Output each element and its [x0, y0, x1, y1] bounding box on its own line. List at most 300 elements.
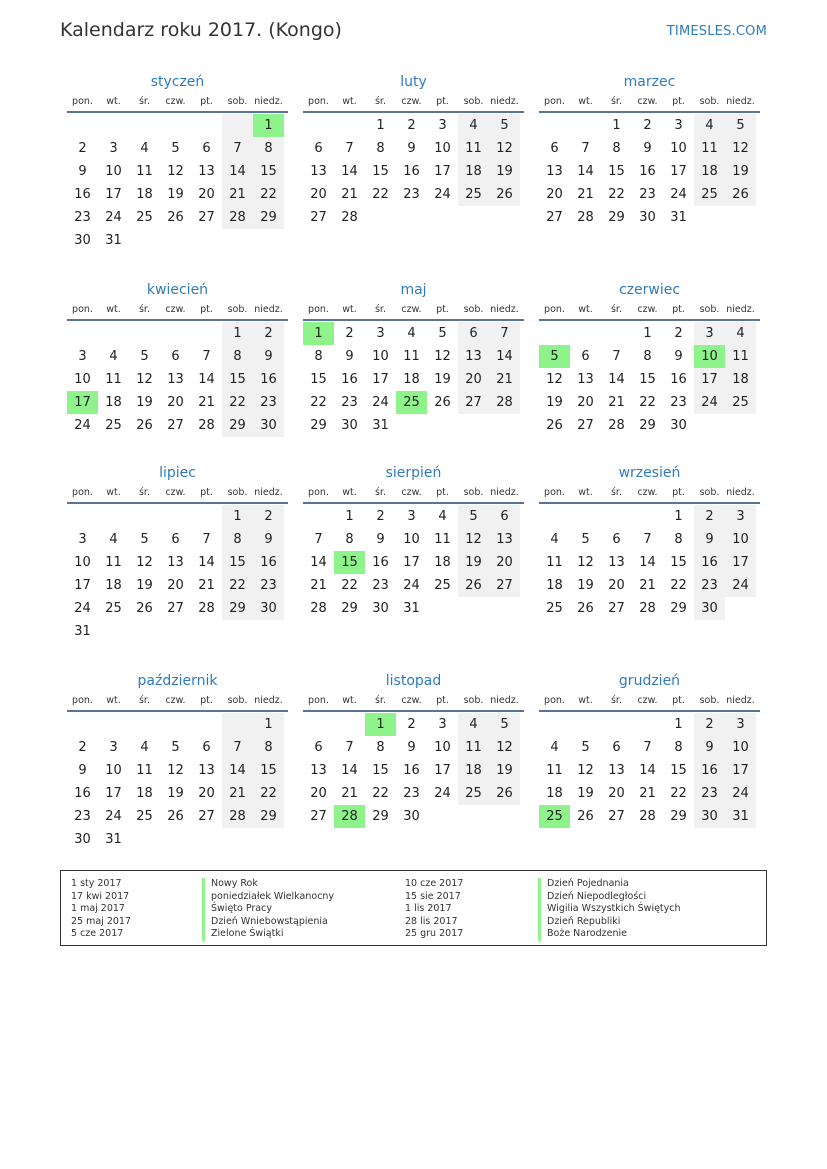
day-cell: 20 [310, 187, 327, 202]
day-cell: 13 [577, 372, 594, 387]
weekday-label: czw. [637, 487, 658, 498]
weekday-label: sob. [227, 96, 248, 107]
day-cell: 21 [198, 395, 215, 410]
weekday-label: sob. [699, 96, 720, 107]
day-cell: 4 [109, 532, 118, 547]
day-cell: 15 [639, 372, 656, 387]
day-cell: 25 [105, 601, 122, 616]
day-cell: 14 [608, 372, 625, 387]
day-cell: 27 [608, 601, 625, 616]
empty-cell [303, 713, 334, 736]
weekday-label: pt. [672, 487, 685, 498]
day-cell: 27 [198, 809, 215, 824]
day-cell: 19 [546, 395, 563, 410]
day-cell: 19 [136, 395, 153, 410]
empty-cell [67, 322, 98, 345]
legend-date: 10 cze 2017 [405, 878, 464, 889]
day-cell: 5 [489, 713, 520, 736]
day-cell: 10 [74, 555, 91, 570]
day-cell: 17 [105, 187, 122, 202]
day-cell: 28 [198, 601, 215, 616]
day-cell: 30 [74, 832, 91, 847]
weekday-label: pt. [672, 304, 685, 315]
month-name: grudzień [618, 673, 681, 689]
day-cell: 29 [670, 809, 687, 824]
weekday-label: niedz. [726, 695, 755, 706]
day-cell: 27 [489, 574, 520, 597]
day-cell: 25 [434, 578, 451, 593]
empty-cell [160, 505, 191, 528]
day-cell: 23 [639, 187, 656, 202]
day-cell: 7 [202, 349, 211, 364]
weekday-label: wt. [578, 304, 593, 315]
day-cell: 17 [434, 763, 451, 778]
weekday-label: śr. [138, 695, 150, 706]
weekday-header [303, 303, 524, 321]
weekday-label: pon. [72, 304, 93, 315]
weekday-label: czw. [401, 304, 422, 315]
day-cell: 7 [222, 137, 253, 160]
empty-cell [160, 713, 191, 736]
day-cell: 12 [136, 555, 153, 570]
page-title: Kalendarz roku 2017. (Kongo) [60, 19, 342, 41]
legend-date: 1 maj 2017 [71, 903, 125, 914]
day-cell: 21 [310, 578, 327, 593]
day-cell: 8 [345, 532, 354, 547]
day-cell: 28 [489, 391, 520, 414]
day-cell: 18 [694, 160, 725, 183]
day-cell: 20 [310, 786, 327, 801]
day-cell: 8 [253, 736, 284, 759]
day-cell: 2 [253, 322, 284, 345]
day-cell: 12 [546, 372, 563, 387]
weekday-header [67, 486, 288, 504]
weekday-header [539, 694, 760, 712]
weekday-label: pon. [544, 487, 565, 498]
day-cell: 25 [136, 210, 153, 225]
day-cell: 23 [341, 395, 358, 410]
legend-holiday-name: Wigilia Wszystkich Świętych [538, 903, 681, 916]
weekday-label: sob. [463, 695, 484, 706]
weekday-label: śr. [374, 487, 386, 498]
weekday-label: wt. [578, 96, 593, 107]
day-cell: 14 [310, 555, 327, 570]
day-cell: 17 [74, 578, 91, 593]
day-cell: 20 [608, 578, 625, 593]
day-cell: 20 [167, 395, 184, 410]
empty-cell [98, 713, 129, 736]
day-cell: 3 [109, 740, 118, 755]
day-cell: 25 [546, 601, 563, 616]
day-cell: 3 [109, 141, 118, 156]
day-cell: 30 [694, 597, 725, 620]
day-cell: 6 [489, 505, 520, 528]
day-cell: 19 [167, 786, 184, 801]
day-cell: 26 [546, 418, 563, 433]
day-cell: 6 [581, 349, 590, 364]
day-cell: 2 [674, 326, 683, 341]
month-name: październik [137, 673, 218, 689]
day-cell: 5 [171, 740, 180, 755]
weekday-header [539, 303, 760, 321]
weekday-label: pt. [200, 695, 213, 706]
weekday-label: niedz. [490, 304, 519, 315]
day-cell: 22 [608, 187, 625, 202]
day-cell: 18 [725, 368, 756, 391]
weekday-label: pon. [544, 695, 565, 706]
empty-cell [539, 713, 570, 736]
weekday-label: sob. [227, 695, 248, 706]
weekday-label: wt. [342, 487, 357, 498]
day-cell: 19 [489, 160, 520, 183]
day-cell: 2 [407, 717, 416, 732]
day-cell: 19 [577, 786, 594, 801]
weekday-header [303, 95, 524, 113]
day-cell: 26 [577, 809, 594, 824]
empty-cell [98, 322, 129, 345]
day-cell: 3 [694, 322, 725, 345]
day-cell: 1 [376, 118, 385, 133]
day-cell: 19 [136, 578, 153, 593]
month-name: wrzesień [618, 465, 681, 481]
day-cell: 20 [489, 551, 520, 574]
day-cell: 6 [612, 740, 621, 755]
day-cell: 18 [546, 578, 563, 593]
weekday-label: niedz. [254, 695, 283, 706]
day-cell: 11 [136, 763, 153, 778]
weekday-label: czw. [401, 96, 422, 107]
day-cell: 27 [167, 601, 184, 616]
day-cell: 22 [341, 578, 358, 593]
day-cell: 18 [546, 786, 563, 801]
day-cell: 23 [74, 210, 91, 225]
day-cell: 22 [253, 782, 284, 805]
day-cell: 24 [694, 391, 725, 414]
weekday-label: pon. [544, 96, 565, 107]
month-name: marzec [623, 74, 676, 90]
day-cell: 18 [105, 395, 122, 410]
day-cell: 19 [577, 578, 594, 593]
empty-cell [191, 322, 222, 345]
day-cell: 5 [581, 740, 590, 755]
empty-cell [191, 114, 222, 137]
day-cell: 27 [608, 809, 625, 824]
day-cell: 15 [222, 368, 253, 391]
empty-cell [67, 713, 98, 736]
day-cell: 14 [639, 555, 656, 570]
empty-cell [601, 505, 632, 528]
empty-cell [191, 505, 222, 528]
day-cell: 21 [489, 368, 520, 391]
day-cell: 31 [74, 624, 91, 639]
day-cell: 3 [438, 118, 447, 133]
day-cell: 9 [376, 532, 385, 547]
day-cell: 1 [612, 118, 621, 133]
empty-cell [570, 713, 601, 736]
day-cell: 15 [253, 759, 284, 782]
day-cell: 4 [140, 740, 149, 755]
weekday-label: pt. [436, 487, 449, 498]
day-cell: 11 [105, 555, 122, 570]
empty-cell [539, 114, 570, 137]
legend-holiday-name: Zielone Świątki [202, 928, 283, 941]
weekday-label: pon. [308, 96, 329, 107]
day-cell: 29 [253, 805, 284, 828]
day-cell: 16 [403, 763, 420, 778]
day-cell: 15 [670, 763, 687, 778]
weekday-label: wt. [106, 487, 121, 498]
empty-cell [129, 713, 160, 736]
day-cell: 9 [674, 349, 683, 364]
month-block [67, 672, 288, 851]
day-cell: 31 [403, 601, 420, 616]
day-cell: 1 [674, 509, 683, 524]
day-cell: 25 [136, 809, 153, 824]
empty-cell [601, 713, 632, 736]
day-cell: 2 [643, 118, 652, 133]
day-cell: 3 [725, 713, 756, 736]
day-cell: 17 [105, 786, 122, 801]
holiday-day-cell: 5 [539, 345, 570, 368]
day-cell: 22 [670, 578, 687, 593]
day-cell: 15 [372, 164, 389, 179]
weekday-header [67, 95, 288, 113]
day-cell: 4 [407, 326, 416, 341]
day-cell: 14 [222, 160, 253, 183]
weekday-label: pt. [436, 96, 449, 107]
day-cell: 7 [612, 349, 621, 364]
day-cell: 11 [458, 736, 489, 759]
weekday-label: śr. [374, 695, 386, 706]
day-cell: 7 [643, 532, 652, 547]
day-cell: 5 [581, 532, 590, 547]
day-cell: 2 [407, 118, 416, 133]
empty-cell [67, 505, 98, 528]
day-cell: 10 [725, 528, 756, 551]
day-cell: 23 [372, 578, 389, 593]
weekday-label: czw. [637, 96, 658, 107]
legend-holiday-name: poniedziałek Wielkanocny [202, 891, 334, 904]
day-cell: 7 [345, 740, 354, 755]
day-cell: 31 [105, 233, 122, 248]
weekday-label: wt. [578, 487, 593, 498]
day-cell: 5 [489, 114, 520, 137]
legend-date: 28 lis 2017 [405, 915, 458, 927]
weekday-label: czw. [165, 96, 186, 107]
day-cell: 3 [376, 326, 385, 341]
day-cell: 31 [105, 832, 122, 847]
day-cell: 14 [639, 763, 656, 778]
weekday-header [539, 486, 760, 504]
day-cell: 30 [341, 418, 358, 433]
day-cell: 13 [310, 763, 327, 778]
day-cell: 2 [376, 509, 385, 524]
day-cell: 17 [670, 164, 687, 179]
empty-cell [539, 505, 570, 528]
day-cell: 29 [253, 206, 284, 229]
day-cell: 10 [434, 141, 451, 156]
day-grid [303, 713, 524, 828]
day-cell: 4 [725, 322, 756, 345]
legend-holiday-name: Dzień Pojednania [538, 878, 629, 891]
weekday-label: śr. [374, 304, 386, 315]
weekday-label: śr. [610, 304, 622, 315]
day-cell: 3 [725, 505, 756, 528]
day-cell: 8 [643, 349, 652, 364]
day-cell: 8 [222, 345, 253, 368]
day-cell: 26 [167, 210, 184, 225]
day-cell: 24 [434, 187, 451, 202]
day-cell: 18 [136, 187, 153, 202]
day-cell: 21 [639, 578, 656, 593]
day-cell: 19 [458, 551, 489, 574]
day-cell: 3 [78, 349, 87, 364]
day-cell: 24 [105, 809, 122, 824]
day-cell: 15 [253, 160, 284, 183]
weekday-header [67, 694, 288, 712]
day-cell: 13 [198, 164, 215, 179]
day-cell: 29 [639, 418, 656, 433]
legend-holiday-name: Dzień Republiki [538, 916, 620, 929]
day-cell: 22 [310, 395, 327, 410]
month-block [67, 464, 288, 643]
day-cell: 18 [105, 578, 122, 593]
day-cell: 4 [458, 114, 489, 137]
weekday-label: sob. [463, 487, 484, 498]
day-cell: 26 [136, 601, 153, 616]
day-grid [303, 114, 524, 229]
day-cell: 5 [140, 532, 149, 547]
day-cell: 10 [74, 372, 91, 387]
day-cell: 17 [434, 164, 451, 179]
weekday-label: pt. [436, 304, 449, 315]
day-cell: 10 [372, 349, 389, 364]
month-block [539, 672, 760, 828]
day-cell: 27 [310, 809, 327, 824]
month-block [303, 464, 524, 620]
day-cell: 6 [612, 532, 621, 547]
day-cell: 19 [725, 160, 756, 183]
weekday-label: sob. [463, 304, 484, 315]
day-cell: 9 [407, 740, 416, 755]
day-cell: 11 [458, 137, 489, 160]
day-cell: 27 [167, 418, 184, 433]
day-cell: 22 [372, 187, 389, 202]
day-cell: 21 [639, 786, 656, 801]
day-cell: 29 [310, 418, 327, 433]
day-cell: 17 [725, 759, 756, 782]
holiday-day-cell: 25 [539, 805, 570, 828]
weekday-label: śr. [138, 487, 150, 498]
day-cell: 28 [198, 418, 215, 433]
day-cell: 10 [105, 763, 122, 778]
holiday-day-cell: 1 [365, 713, 396, 736]
weekday-label: wt. [342, 304, 357, 315]
weekday-header [67, 303, 288, 321]
day-cell: 14 [341, 763, 358, 778]
weekday-label: niedz. [726, 487, 755, 498]
site-link[interactable]: TIMESLES.COM [666, 24, 767, 39]
day-cell: 8 [314, 349, 323, 364]
month-block [303, 281, 524, 437]
day-cell: 3 [438, 717, 447, 732]
empty-cell [303, 505, 334, 528]
day-cell: 8 [376, 141, 385, 156]
day-cell: 28 [639, 809, 656, 824]
day-cell: 2 [345, 326, 354, 341]
day-cell: 28 [310, 601, 327, 616]
weekday-header [303, 486, 524, 504]
day-cell: 26 [458, 574, 489, 597]
day-cell: 4 [109, 349, 118, 364]
day-cell: 16 [253, 368, 284, 391]
weekday-label: niedz. [254, 304, 283, 315]
day-cell: 23 [403, 786, 420, 801]
day-grid [67, 505, 288, 643]
empty-cell [160, 322, 191, 345]
legend-date: 25 maj 2017 [71, 915, 132, 927]
day-cell: 21 [577, 187, 594, 202]
day-cell: 5 [458, 505, 489, 528]
month-block [67, 281, 288, 437]
day-cell: 8 [612, 141, 621, 156]
day-cell: 12 [434, 349, 451, 364]
day-cell: 16 [694, 759, 725, 782]
day-cell: 11 [434, 532, 451, 547]
day-cell: 7 [222, 736, 253, 759]
weekday-label: czw. [401, 695, 422, 706]
legend-date: 25 gru 2017 [405, 928, 464, 939]
day-cell: 13 [489, 528, 520, 551]
weekday-label: pon. [308, 695, 329, 706]
weekday-label: pt. [672, 695, 685, 706]
day-grid [539, 322, 760, 437]
day-cell: 24 [403, 578, 420, 593]
day-cell: 28 [608, 418, 625, 433]
weekday-label: wt. [106, 695, 121, 706]
empty-cell [334, 114, 365, 137]
day-cell: 11 [105, 372, 122, 387]
day-cell: 12 [577, 555, 594, 570]
day-cell: 22 [222, 391, 253, 414]
day-cell: 25 [105, 418, 122, 433]
day-cell: 13 [167, 555, 184, 570]
day-cell: 26 [136, 418, 153, 433]
empty-cell [191, 713, 222, 736]
weekday-label: sob. [463, 96, 484, 107]
weekday-label: pon. [308, 487, 329, 498]
day-cell: 14 [577, 164, 594, 179]
day-cell: 25 [458, 782, 489, 805]
day-cell: 25 [458, 183, 489, 206]
day-cell: 23 [694, 574, 725, 597]
day-cell: 26 [167, 809, 184, 824]
empty-cell [570, 322, 601, 345]
day-cell: 11 [546, 763, 563, 778]
legend-date: 1 sty 2017 [71, 878, 122, 889]
day-cell: 4 [550, 740, 559, 755]
day-cell: 6 [458, 322, 489, 345]
day-cell: 24 [74, 418, 91, 433]
day-cell: 18 [136, 786, 153, 801]
day-cell: 22 [670, 786, 687, 801]
month-block [539, 73, 760, 229]
day-cell: 29 [222, 414, 253, 437]
day-cell: 9 [78, 763, 87, 778]
day-cell: 10 [670, 141, 687, 156]
day-grid [539, 713, 760, 828]
day-cell: 4 [550, 532, 559, 547]
